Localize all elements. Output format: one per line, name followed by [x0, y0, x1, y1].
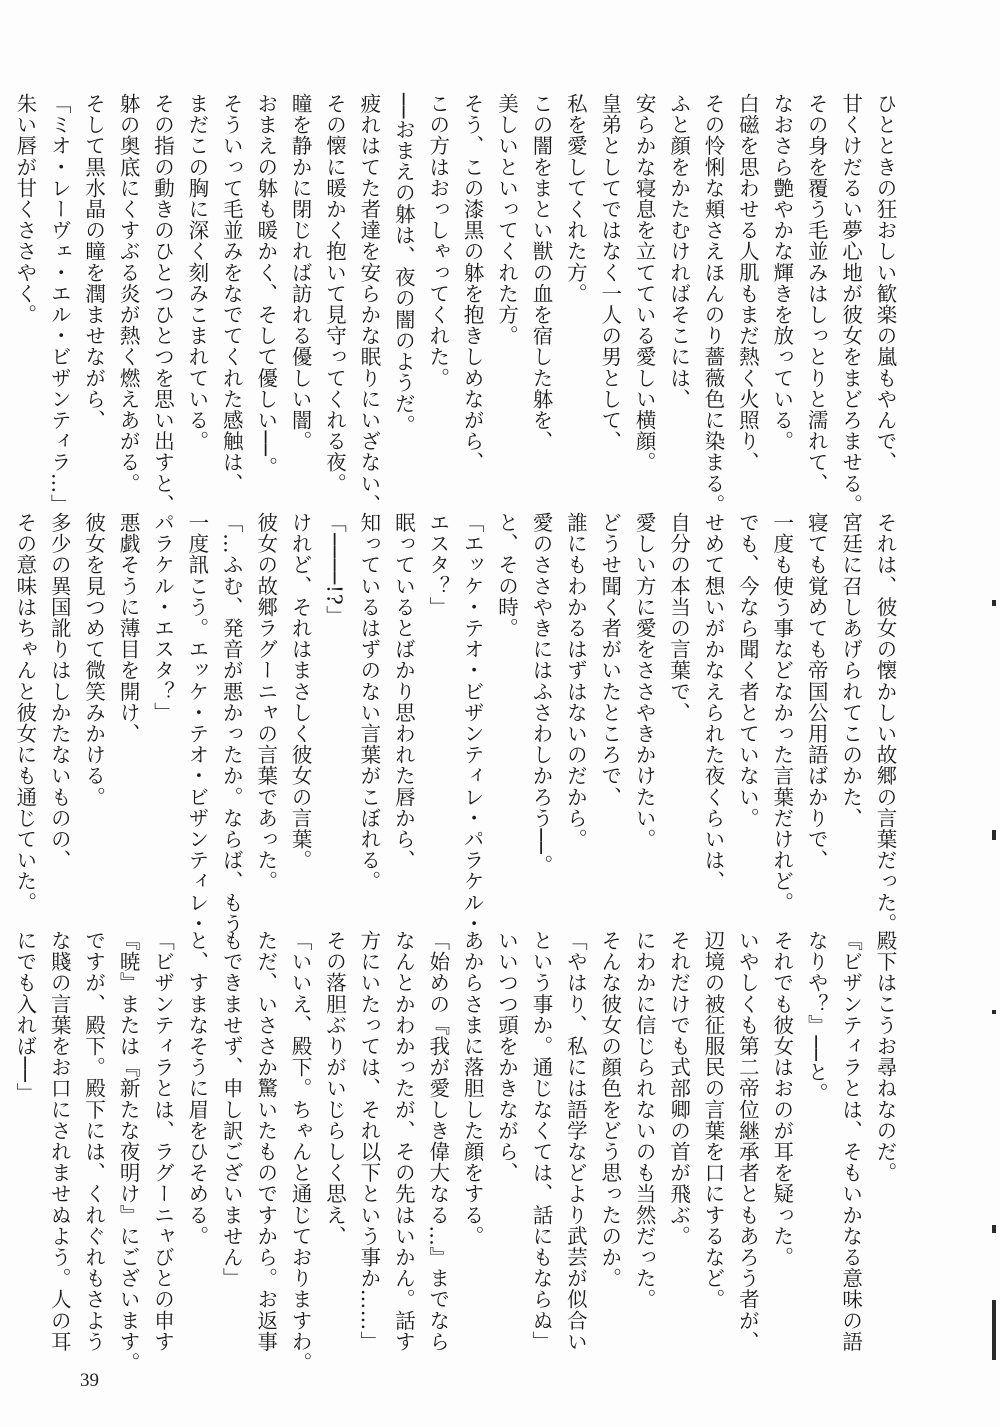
text-column: どうせ聞く者がいたところで、 [597, 512, 622, 808]
text-column: 方にいたっては、それ以下という事か……」 [356, 930, 381, 1352]
text-column: そんな彼女の顔色をどう思ったのか。 [597, 930, 622, 1289]
text-column: その意味はちゃんと彼女にも通じていた。 [12, 512, 37, 913]
text-column: ですが、殿下。殿下には、くれぐれもさよう [81, 930, 106, 1352]
text-column: 愛しい方に愛をささやきかけたい。 [632, 512, 657, 850]
text-column: そういって毛並みをなでてくれた感触は、 [219, 93, 244, 494]
text-column: 殿下はこうお尋ねなのだ。 [873, 930, 897, 1184]
text-column: でも、今なら聞く者とていない。 [735, 512, 760, 829]
text-column: 「────!?」 [322, 512, 347, 627]
text-column: 誰にもわかるはずはないのだから。 [563, 512, 588, 850]
scan-artifact [992, 600, 996, 606]
text-column: 「ビザンティラとは、ラグーニャびとの申す [150, 930, 175, 1352]
text-column: それだけでも式部卿の首が飛ぶ。 [666, 930, 691, 1247]
text-column: ふと顔をかたむければそこには、 [666, 93, 691, 410]
text-column: その懐に暖かく抱いて見守ってくれる夜。 [322, 93, 347, 494]
text-column: にでも入れば──」 [12, 930, 37, 1104]
text-column: 私を愛してくれた方。 [563, 93, 588, 304]
text-column: と、その時。 [494, 512, 519, 639]
text-block-bottom [7, 930, 902, 1373]
text-column: そして黒水晶の瞳を潤ませながら、 [81, 93, 106, 431]
text-column: 甘くけだるい夢心地が彼女をまどろませる。 [838, 93, 863, 515]
scan-artifact [992, 1010, 996, 1014]
text-column: と、すまなそうに眉をひそめる。 [184, 930, 209, 1247]
text-column: おまえの躰も暖かく、そして優しい──。 [253, 93, 278, 478]
text-column: 一度訊こう。エッケ・テオ・ビザンティレ・ [184, 512, 209, 934]
text-column: という事か。通じなくては、話にもならぬ」 [528, 930, 553, 1352]
text-column: 「やはり、私には語学などより武芸が似合い [563, 930, 588, 1352]
text-column: もできませず、申し訳ございません」 [219, 930, 244, 1289]
text-column: その落胆ぶりがいじらしく思え、 [322, 930, 347, 1247]
text-column: 多少の異国訛りはしかたないものの、 [47, 512, 72, 871]
text-column: 瞳を静かに閉じれば訪れる優しい闇。 [288, 93, 313, 452]
text-column: その指の動きのひとつひとつを思い出すと、 [150, 93, 175, 515]
text-column: 躰の奥底にくすぶる炎が熱く燃えあがる。 [116, 93, 141, 494]
text-column: 「いいえ、殿下。ちゃんと通じておりますわ。 [288, 930, 313, 1374]
text-column: にわかに信じられないのも当然だった。 [632, 930, 657, 1310]
text-column: いいつつ頭をかきながら、 [494, 930, 519, 1184]
page-number: 39 [80, 1370, 99, 1391]
text-block-top [7, 93, 902, 515]
text-column: ──おまえの躰は、夜の闇のようだ。 [391, 93, 416, 436]
scan-artifact [992, 830, 996, 840]
text-column: まだこの胸に深く刻みこまれている。 [184, 93, 209, 452]
text-column: ただ、いささか驚いたものですから。お返事 [253, 930, 278, 1352]
text-column: 愛のささやきにはふさわしかろう──。 [528, 512, 553, 876]
text-column: な賤の言葉をお口にされませぬよう。人の耳 [47, 930, 72, 1352]
text-column: 悪戯そうに薄目を開け、 [116, 512, 141, 745]
text-column: 寝ても覚めても帝国公用語ばかりで、 [804, 512, 829, 871]
text-block-middle [7, 512, 902, 934]
text-column: 「始めの『我が愛しき偉大なる…』までなら [425, 930, 450, 1352]
text-column: その身を覆う毛並みはしっとりと濡れて、 [804, 93, 829, 494]
text-column: あからさまに落胆した顔をする。 [460, 930, 485, 1247]
text-column: 皇弟としてではなく一人の男として、 [597, 93, 622, 452]
text-column: 彼女の故郷ラグーニャの言葉であった。 [253, 512, 278, 892]
text-column: けれど、それはまさしく彼女の言葉。 [288, 512, 313, 871]
text-column: 知っているはずのない言葉がこぼれる。 [356, 512, 381, 892]
text-column: この方はおっしゃってくれた。 [425, 93, 450, 389]
text-column: 眠っているとばかり思われた唇から、 [391, 512, 416, 871]
text-column: 『暁』または『新たな夜明け』にございます。 [116, 930, 141, 1374]
text-column: 「…ふむ、発音が悪かったか。ならば、もう [219, 512, 244, 934]
text-column: 朱い唇が甘くささやく。 [12, 93, 37, 326]
text-column: その怜悧な頬さえほんのり薔薇色に染まる。 [700, 93, 725, 515]
text-column: 一度も使う事などなかった言葉だけれど。 [769, 512, 794, 913]
text-column: エスタ？」 [425, 512, 450, 618]
scan-artifact [992, 1225, 996, 1233]
text-column: この闇をまとい獣の血を宿した躰を、 [528, 93, 553, 452]
text-column: それは、彼女の懐かしい故郷の言葉だった。 [873, 512, 897, 934]
text-column: なんとかわかったが、その先はいかん。話す [391, 930, 416, 1352]
text-column: なおさら艶やかな輝きを放っている。 [769, 93, 794, 452]
text-column: いやしくも第二帝位継承者ともあろう者が、 [735, 930, 760, 1352]
text-column: 彼女を見つめて微笑みかける。 [81, 512, 106, 808]
text-column: そう、この漆黒の躰を抱きしめながら、 [460, 93, 485, 473]
text-column: せめて想いがかなえられた夜くらいは、 [700, 512, 725, 892]
text-column: 自分の本当の言葉で、 [666, 512, 691, 723]
text-column: 『ビザンティラとは、そもいかなる意味の語 [838, 930, 863, 1352]
text-column: 辺境の被征服民の言葉を口にするなど。 [700, 930, 725, 1310]
text-column: 宮廷に召しあげられてこのかた、 [838, 512, 863, 829]
text-column: 美しいといってくれた方。 [494, 93, 519, 347]
text-column: パラケル・エスタ？」 [150, 512, 175, 723]
text-column: それでも彼女はおのが耳を疑った。 [769, 930, 794, 1268]
text-column: 安らかな寝息を立てている愛しい横顔。 [632, 93, 657, 473]
scan-artifact [992, 1300, 996, 1360]
text-column: ひとときの狂おしい歓楽の嵐もやんで、 [873, 93, 897, 473]
text-column: 疲れはてた者達を安らかな眠りにいざない、 [356, 93, 381, 515]
text-column: なりや？』──と。 [804, 930, 829, 1104]
text-column: 「エッケ・テオ・ビザンティレ・パラケル・ [460, 512, 485, 934]
text-column: 白磁を思わせる人肌もまだ熱く火照り、 [735, 93, 760, 473]
text-column: 「ミオ・レーヴェ・エル・ビザンティラ…」 [47, 93, 72, 515]
